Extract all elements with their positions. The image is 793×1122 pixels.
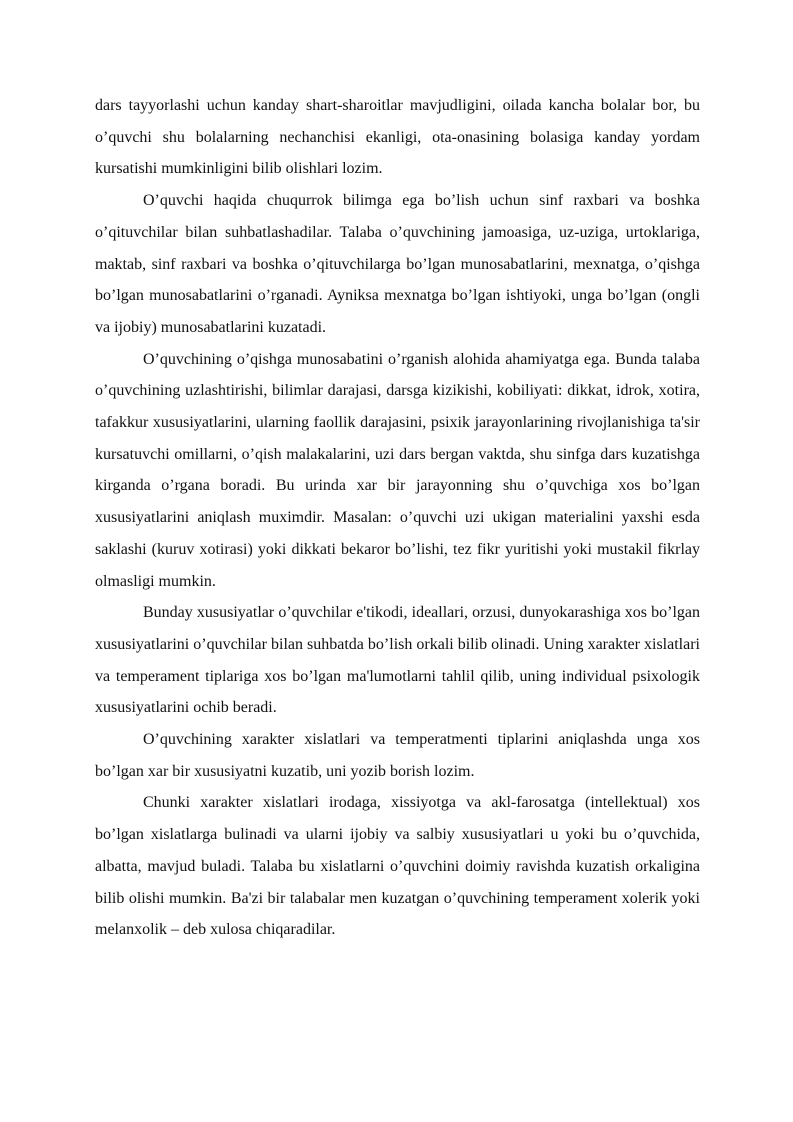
- paragraph: O’quvchining o’qishga munosabatini o’rganish alohida ahamiyatga ega. Bunda talaba o’quvchining uzlashtirishi, bilimlar darajasi, darsga kizikishi, kobiliyati: dikkat, idrok, xotira, tafakkur xususiyatlarini, ularning faollik darajasini, psixik jarayonlarining rivojlanishiga ta'sir kursatuvchi omillarni, o’qish malakalarini, uzi dars bergan vaktda, shu sinfga dars kuzatishga kirganda o’rgana boradi. Bu urinda xar bir jarayonning shu o’quvchiga xos bo’lgan xususiyatlarini aniqlash muximdir. Masalan: o’quvchi uzi ukigan materialini yaxshi esda saklashi (kuruv xotirasi) yoki dikkati bekaror bo’lishi, tez fikr yuritishi yoki mustakil fikrlay olmasligi mumkin.: [95, 350, 700, 590]
- paragraph: Bunday xususiyatlar o’quvchilar e'tikodi, ideallari, orzusi, dunyokarashiga xos bo’lgan xususiyatlarini o’quvchilar bilan suhbatda bo’lish orkali bilib olinadi. Uning xarakter xislatlari va temperament tiplariga xos bo’lgan ma'lumotlarni tahlil qilib, uning individual psixologik xususiyatlarini ochib beradi.: [95, 604, 700, 717]
- paragraph: Chunki xarakter xislatlari irodaga, xissiyotga va akl-farosatga (intellektual) xos bo’lgan xislatlarga bulinadi va ularni ijobiy va salbiy xususiyatlari u yoki bu o’quvchida, albatta, mavjud buladi. Talaba bu xislatlarni o’quvchini doimiy ravishda kuzatish orkaligina bilib olishi mumkin. Ba'zi bir talabalar men kuzatgan o’quvchining temperament xolerik yoki melanxolik – deb xulosa chiqaradilar.: [95, 794, 700, 939]
- paragraph: O’quvchining xarakter xislatlari va temperatmenti tiplarini aniqlashda unga xos bo’lgan xar bir xususiyatni kuzatib, uni yozib borish lozim.: [95, 731, 700, 780]
- body-text: [95, 90, 700, 946]
- paragraph-continuation: dars tayyorlashi uchun kanday shart-sharoitlar mavjudligini, oilada kancha bolalar bor, bu o’quvchi shu bolalarning nechanchisi ekanligi, ota-onasining bolasiga kanday yordam kursatishi mumkinligini bilib olishlari lozim.: [95, 97, 700, 178]
- paragraph: O’quvchi haqida chuqurrok bilimga ega bo’lish uchun sinf raxbari va boshka o’qituvchilar bilan suhbatlashadilar. Talaba o’quvchining jamoasiga, uz-uziga, urtoklariga, maktab, sinf raxbari va boshka o’qituvchilarga bo’lgan munosabatlarini, mexnatga, o’qishga bo’lgan munosabatlarini o’rganadi. Ayniksa mexnatga bo’lgan ishtiyoki, unga bo’lgan (ongli va ijobiy) munosabatlarini kuzatadi.: [95, 192, 700, 336]
